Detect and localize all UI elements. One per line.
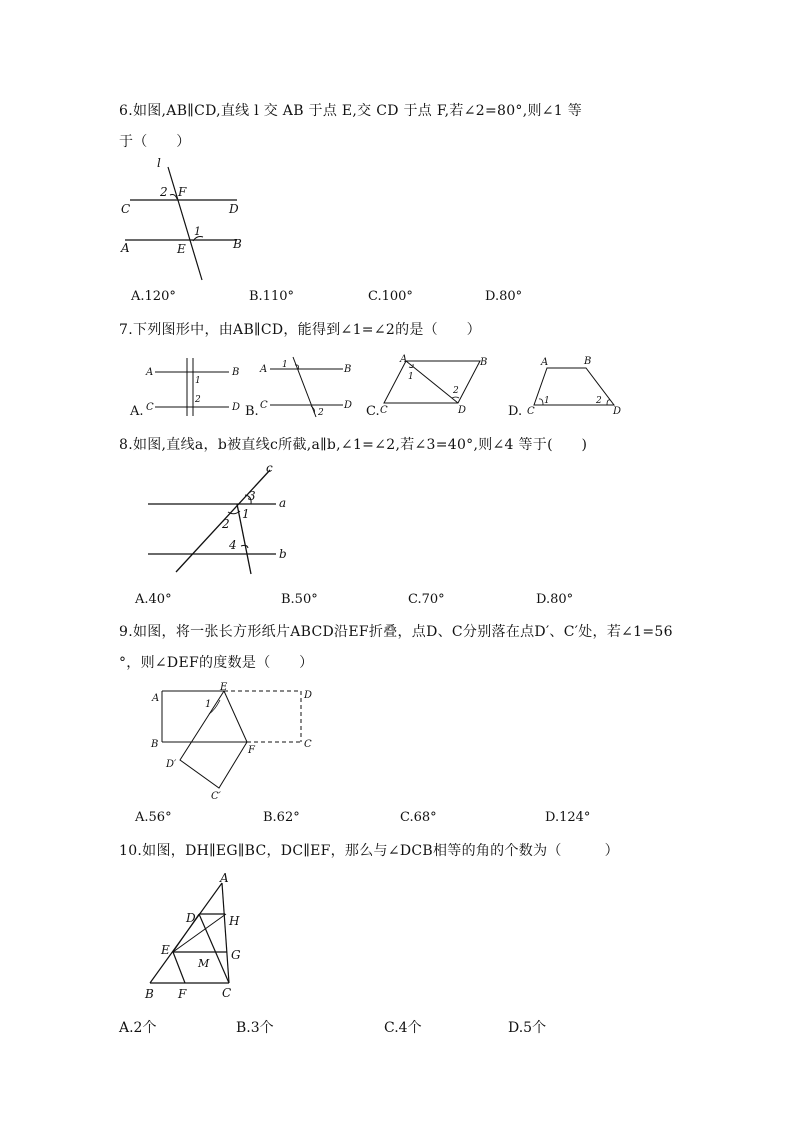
q10-label-B: B	[145, 987, 154, 1001]
q7c-label-D: D	[458, 405, 467, 416]
q8-label-c: c	[266, 461, 273, 475]
q6-label-2: 2	[160, 185, 168, 199]
q7-option-c[interactable]: C.	[366, 404, 380, 419]
q7-option-a[interactable]: A.	[130, 404, 144, 419]
q9-option-d[interactable]: D.124°	[545, 810, 591, 825]
q6-label-1: 1	[194, 225, 201, 238]
q7a-label-B: B	[232, 367, 240, 378]
q10-label-G: G	[231, 948, 241, 962]
q8-label-1: 1	[242, 507, 250, 521]
q7d-label-1: 1	[544, 396, 550, 406]
q8-option-c[interactable]: C.70°	[408, 592, 445, 607]
q10-label-C: C	[222, 986, 232, 1000]
q8-option-a[interactable]: A.40°	[135, 592, 172, 607]
q8-figure	[148, 460, 308, 580]
q7b-label-C: C	[260, 400, 268, 411]
q6-label-C: C	[121, 202, 131, 216]
q9-label-Dprime: D′	[166, 759, 177, 770]
q9-label-A: A	[152, 693, 160, 704]
q8-label-2: 2	[222, 517, 230, 531]
q9-stem-line1: 9.如图，将一张长方形纸片ABCD沿EF折叠，点D、C分别落在点D′、C′处，若∠1=56	[119, 624, 673, 640]
q6-label-F: F	[178, 185, 187, 199]
q7c-label-C: C	[380, 405, 388, 416]
q6-option-b[interactable]: B.110°	[249, 289, 294, 304]
q7a-label-A: A	[146, 367, 154, 378]
q7-figure-d	[522, 352, 622, 417]
q8-label-3: 3	[248, 489, 256, 503]
q8-label-4: 4	[229, 538, 237, 552]
q8-option-d[interactable]: D.80°	[536, 592, 574, 607]
q6-label-A: A	[121, 241, 130, 255]
q9-option-b[interactable]: B.62°	[263, 810, 300, 825]
q9-label-E: E	[220, 682, 228, 693]
q10-label-H: H	[229, 914, 240, 928]
q9-label-Cprime: C′	[211, 791, 221, 802]
q6-label-B: B	[233, 237, 242, 251]
q9-label-B: B	[151, 739, 159, 750]
q7d-label-D: D	[613, 406, 622, 417]
q8-option-b[interactable]: B.50°	[281, 592, 318, 607]
q6-label-D: D	[229, 202, 239, 216]
q6-label-E: E	[177, 242, 186, 256]
q10-label-F: F	[178, 987, 187, 1001]
q6-stem-line2: 于（ ）	[119, 134, 191, 150]
q7c-label-2: 2	[453, 386, 459, 396]
q10-label-E: E	[161, 943, 170, 957]
q7a-label-C: C	[146, 402, 154, 413]
q9-label-C: C	[304, 739, 312, 750]
q10-option-c[interactable]: C.4个	[384, 1020, 422, 1036]
q7-figure-a	[143, 355, 243, 417]
q7a-label-1: 1	[195, 376, 201, 386]
q7-stem: 7.下列图形中，由AB∥CD，能得到∠1=∠2的是（ ）	[119, 322, 481, 338]
q9-label-1: 1	[205, 699, 212, 710]
q7b-label-2: 2	[318, 408, 324, 418]
q7a-label-D: D	[232, 402, 241, 413]
q10-option-d[interactable]: D.5个	[508, 1020, 547, 1036]
q10-option-a[interactable]: A.2个	[119, 1020, 157, 1036]
q9-figure	[148, 684, 328, 804]
q7a-label-2: 2	[195, 395, 201, 405]
q9-option-c[interactable]: C.68°	[400, 810, 437, 825]
q9-label-D: D	[304, 690, 313, 701]
q8-stem: 8.如图,直线a，b被直线c所截,a∥b,∠1=∠2,若∠3=40°,则∠4 等于( )	[119, 437, 588, 453]
q7c-label-B: B	[480, 357, 488, 368]
q6-option-d[interactable]: D.80°	[485, 289, 523, 304]
q6-option-c[interactable]: C.100°	[368, 289, 413, 304]
q7b-label-A: A	[260, 364, 268, 375]
q7d-label-A: A	[541, 357, 549, 368]
q10-option-b[interactable]: B.3个	[236, 1020, 274, 1036]
q10-label-A: A	[220, 871, 229, 885]
q10-label-M: M	[198, 957, 210, 970]
q7d-label-B: B	[584, 356, 592, 367]
q7d-label-C: C	[527, 406, 535, 417]
q7c-label-1: 1	[408, 372, 414, 382]
q6-option-a[interactable]: A.120°	[131, 289, 176, 304]
q7c-label-A: A	[400, 354, 408, 365]
q7b-label-B: B	[344, 364, 352, 375]
q6-label-l: l	[157, 156, 161, 170]
q7d-label-2: 2	[596, 396, 602, 406]
q6-figure	[115, 155, 265, 285]
q10-stem: 10.如图，DH∥EG∥BC，DC∥EF，那么与∠DCB相等的角的个数为（ ）	[119, 843, 619, 859]
q7-figure-b	[258, 355, 363, 417]
q7b-label-D: D	[344, 400, 353, 411]
q9-label-F: F	[248, 745, 255, 756]
q7-option-d[interactable]: D.	[508, 404, 523, 419]
q10-label-D: D	[186, 911, 196, 925]
q6-stem-line1: 6.如图,AB∥CD,直线 l 交 AB 于点 E,交 CD 于点 F,若∠2=80°,则∠1 等	[119, 103, 583, 119]
q9-stem-line2: °，则∠DEF的度数是（ ）	[119, 655, 314, 671]
q9-option-a[interactable]: A.56°	[135, 810, 172, 825]
q7b-label-1: 1	[282, 360, 288, 370]
q10-figure	[140, 870, 260, 1005]
q7-figure-c	[376, 352, 486, 414]
q8-label-a: a	[279, 496, 287, 510]
q7-option-b[interactable]: B.	[245, 404, 259, 419]
q8-label-b: b	[279, 547, 287, 561]
